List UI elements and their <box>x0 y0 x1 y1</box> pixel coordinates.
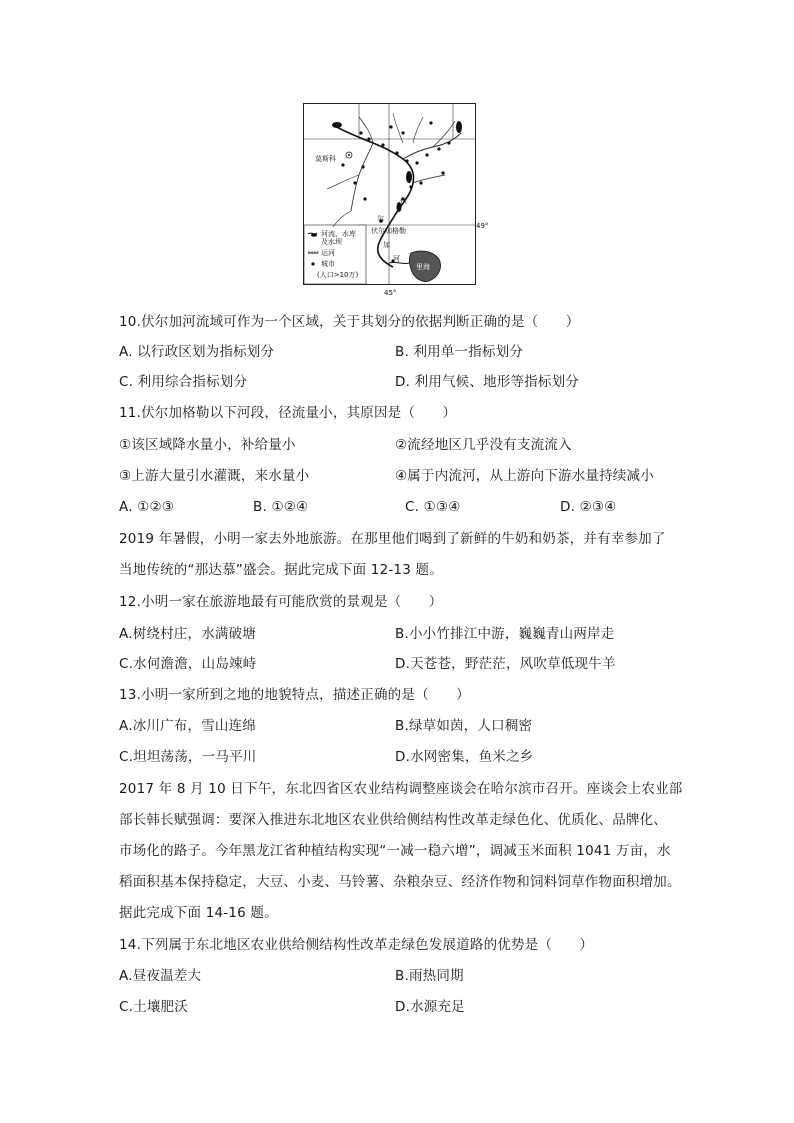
river-label-1: 伏 <box>400 197 407 205</box>
q11-statement-3: ③上游大量引水灌溉，来水量小 <box>119 468 310 484</box>
q11-stem: 11.伏尔加格勒以下河段，径流量小，其原因是（ ） <box>119 405 457 421</box>
legend-rivers2-label: 及水坝 <box>321 238 342 246</box>
q13-option-a[interactable]: A.冰川广布，雪山连绵 <box>119 718 256 734</box>
q13-option-b[interactable]: B.绿草如茵，人口稠密 <box>395 718 533 734</box>
q10-option-c[interactable]: C. 利用综合指标划分 <box>119 374 248 390</box>
legend-city2-label: (人口>10万) <box>317 271 359 279</box>
q11-option-a[interactable]: A. ①②③ <box>119 499 175 515</box>
legend-city-symbol <box>311 262 314 265</box>
legend-canal-label: 运河 <box>321 249 335 257</box>
reservoir <box>456 121 462 133</box>
reservoir <box>406 171 412 183</box>
legend-reservoir-symbol <box>311 233 317 237</box>
reservoir <box>332 122 342 128</box>
intro14-line5: 据此完成下面 14-16 题。 <box>119 905 278 921</box>
q14-option-c[interactable]: C.土壤肥沃 <box>119 999 188 1015</box>
q12-stem: 12.小明一家在旅游地最有可能欣赏的景观是（ ） <box>119 594 443 610</box>
q11-statement-1: ①该区域降水量小，补给量小 <box>119 437 296 453</box>
volgograd-label: 伏尔加格勒 <box>371 227 406 235</box>
q11-option-d[interactable]: D. ②③④ <box>560 499 617 515</box>
river-label-2: 尔 <box>377 215 384 223</box>
q13-option-d[interactable]: D.水网密集，鱼米之乡 <box>395 749 534 765</box>
moscow-label: 莫斯科 <box>315 155 336 163</box>
q12-option-a[interactable]: A.树绕村庄，水满破塘 <box>119 626 256 642</box>
q10-option-b[interactable]: B. 利用单一指标划分 <box>395 344 524 360</box>
legend-city-label: 城市 <box>321 260 335 268</box>
q14-option-d[interactable]: D.水源充足 <box>395 999 465 1015</box>
caspian-label: 里海 <box>416 263 430 271</box>
q13-stem: 13.小明一家所到之地的地貌特点，描述正确的是（ ） <box>119 687 470 703</box>
intro14-line2: 部长韩长赋强调：要深入推进东北地区农业供给侧结构性改革走绿色化、优质化、品牌化、 <box>119 812 667 828</box>
q12-option-d[interactable]: D.天苍苍，野茫茫，风吹草低现牛羊 <box>395 656 616 672</box>
moscow-dot <box>348 154 350 156</box>
q10-option-a[interactable]: A. 以行政区划为指标划分 <box>119 344 275 360</box>
q10-option-d[interactable]: D. 利用气候、地形等指标划分 <box>395 374 579 390</box>
river-label-3: 加 <box>383 241 390 249</box>
volga-basin-map <box>303 103 489 299</box>
q14-stem: 14.下列属于东北地区农业供给侧结构性改革走绿色发展道路的优势是（ ） <box>119 937 594 953</box>
intro12-line1: 2019 年暑假，小明一家去外地旅游。在那里他们喝到了新鲜的牛奶和奶茶，并有幸参加了 <box>119 531 666 547</box>
map-svg <box>303 103 489 299</box>
intro14-line3: 市场化的路子。今年黑龙江省种植结构实现“一减一稳六增”，调减玉米面积 1041 万亩，水 <box>119 843 671 859</box>
lon-45-label: 45° <box>384 289 397 297</box>
legend-rivers-label: 河流、水库 <box>321 230 356 238</box>
q13-option-c[interactable]: C.坦坦荡荡，一马平川 <box>119 749 257 765</box>
lat-49-label: 49° <box>476 222 489 230</box>
q11-option-c[interactable]: C. ①③④ <box>405 499 461 515</box>
river-label-4: 河 <box>393 255 400 263</box>
q12-option-c[interactable]: C.水何澹澹，山岛竦峙 <box>119 656 257 672</box>
q11-statement-2: ②流经地区几乎没有支流流入 <box>395 437 572 453</box>
q11-statement-4: ④属于内流河，从上游向下游水量持续减小 <box>395 468 654 484</box>
q14-option-b[interactable]: B.雨热同期 <box>395 968 464 984</box>
intro14-line4: 稻面积基本保持稳定，大豆、小麦、马铃薯、杂粮杂豆、经济作物和饲料饲草作物面积增加。 <box>119 874 681 890</box>
q12-option-b[interactable]: B.小小竹排江中游，巍巍青山两岸走 <box>395 626 615 642</box>
q10-stem: 10.伏尔加河流域可作为一个区域，关于其划分的依据判断正确的是（ ） <box>119 314 580 330</box>
intro14-line1: 2017 年 8 月 10 日下午，东北四省区农业结构调整座谈会在哈尔滨市召开。座谈会上农业部 <box>119 781 683 797</box>
q14-option-a[interactable]: A.昼夜温差大 <box>119 968 202 984</box>
intro12-line2: 当地传统的“那达慕”盛会。据此完成下面 12-13 题。 <box>119 562 443 578</box>
q11-option-b[interactable]: B. ①②④ <box>253 499 309 515</box>
